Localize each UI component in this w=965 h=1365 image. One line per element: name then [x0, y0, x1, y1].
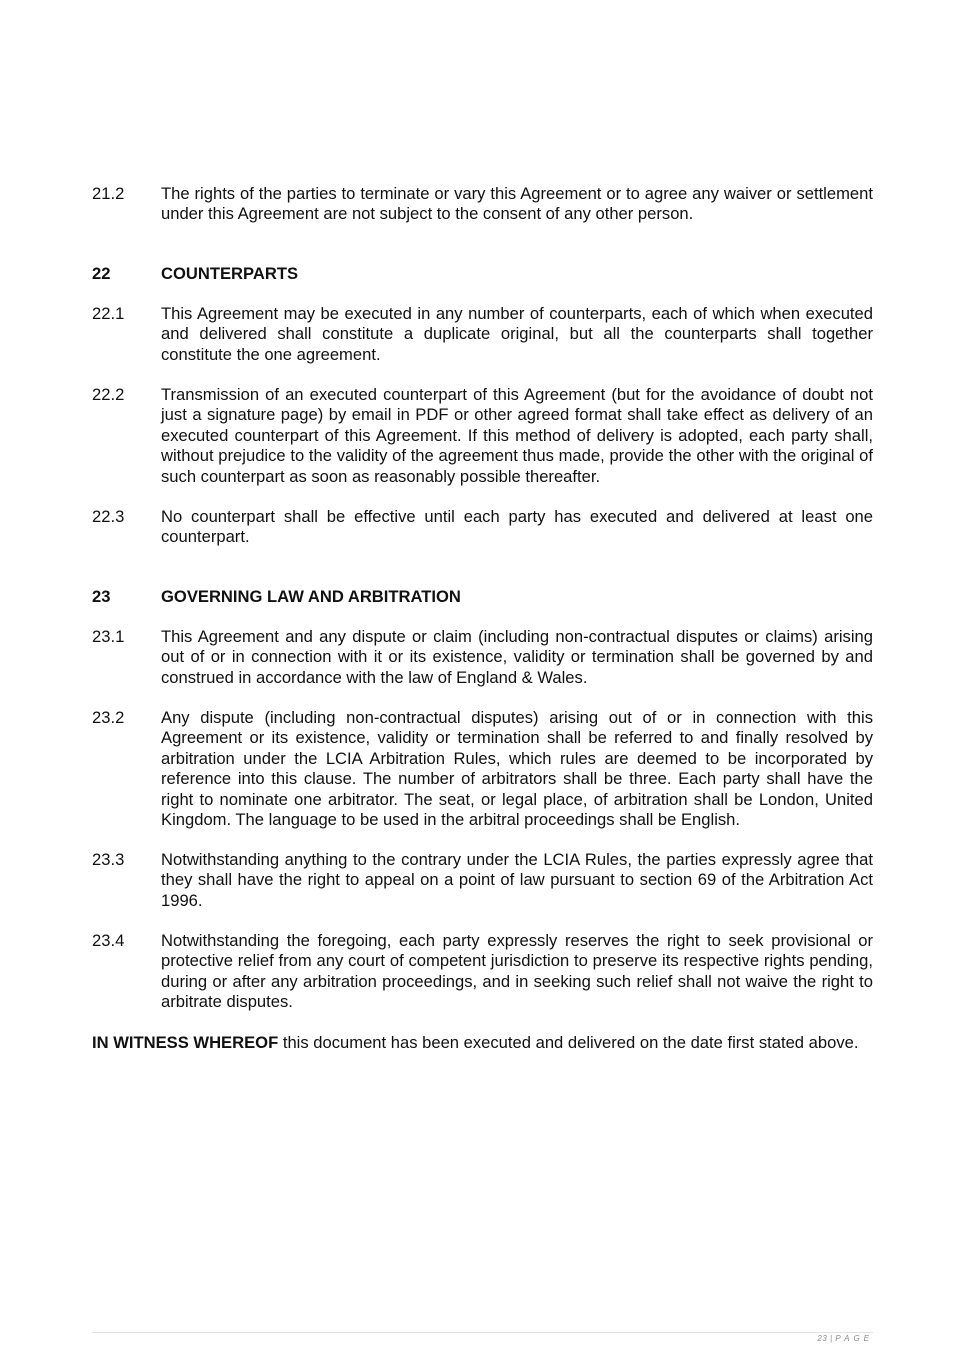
page-number: 23 — [817, 1334, 828, 1343]
clause-21-2 — [92, 184, 873, 225]
witness-statement — [92, 1033, 873, 1053]
clause-23-4 — [92, 931, 873, 1013]
clause-number: 21.2 — [92, 184, 125, 203]
section-number: 23 — [92, 587, 111, 606]
witness-text: this document has been executed and delivered on the date first stated above. — [278, 1033, 859, 1052]
clause-number: 23.4 — [92, 931, 125, 950]
clause-text: Notwithstanding the foregoing, each party expressly reserves the right to seek provisional or protective relief from any court of competent jurisdiction to preserve its respective rights pending, during or after any arbitration proceedings, and in seeking such relief shall not waive the right to arbitrate disputes. — [161, 931, 873, 1012]
section-heading-23 — [92, 587, 873, 607]
clause-text: Any dispute (including non-contractual disputes) arising out of or in connection with this Agreement or its existence, validity or termination shall be referred to and finally resolved by arbitration under the LCIA Arbitration Rules, which rules are deemed to be incorporated by reference into this clause. The number of arbitrators shall be three. Each party shall have the right to nominate one arbitrator. The seat, or legal place, of arbitration shall be London, United Kingdom. The language to be used in the arbitral proceedings shall be English. — [161, 708, 873, 830]
clause-number: 23.1 — [92, 627, 125, 646]
section-number: 22 — [92, 264, 111, 283]
clause-22-1 — [92, 304, 873, 365]
footer-separator: | — [827, 1334, 836, 1343]
clause-22-2 — [92, 385, 873, 487]
page-label: PAGE — [835, 1334, 873, 1343]
clause-text: No counterpart shall be effective until each party has executed and delivered at least one counterpart. — [161, 507, 873, 547]
footer-divider — [92, 1332, 873, 1333]
clause-number: 23.3 — [92, 850, 125, 869]
section-heading-22 — [92, 264, 873, 284]
clause-23-3 — [92, 850, 873, 911]
clause-text: This Agreement and any dispute or claim (including non-contractual disputes or claims) arising out of or in connection with it or its existence, validity or termination shall be governed by and construed in accordance with the law of England & Wales. — [161, 627, 873, 687]
page-footer — [817, 1334, 873, 1344]
section-title: GOVERNING LAW AND ARBITRATION — [161, 587, 461, 606]
witness-lead: IN WITNESS WHEREOF — [92, 1033, 279, 1052]
section-title: COUNTERPARTS — [161, 264, 299, 283]
clause-22-3 — [92, 507, 873, 548]
clause-text: This Agreement may be executed in any number of counterparts, each of which when executed and delivered shall constitute a duplicate original, but all the counterparts shall together constitute the one agreement. — [161, 304, 873, 364]
clause-number: 22.1 — [92, 304, 125, 323]
clause-text: Notwithstanding anything to the contrary under the LCIA Rules, the parties expressly agree that they shall have the right to appeal on a point of law pursuant to section 69 of the Arbitration Act 1996. — [161, 850, 873, 910]
clause-number: 23.2 — [92, 708, 125, 727]
clause-23-1 — [92, 627, 873, 688]
clause-number: 22.3 — [92, 507, 125, 526]
clause-number: 22.2 — [92, 385, 125, 404]
clause-23-2 — [92, 708, 873, 830]
clause-text: Transmission of an executed counterpart of this Agreement (but for the avoidance of doubt not just a signature page) by email in PDF or other agreed format shall take effect as delivery of an executed counterpart of this Agreement. If this method of delivery is adopted, each party shall, without prejudice to the validity of the agreement thus made, provide the other with the original of such counterpart as soon as reasonably possible thereafter. — [161, 385, 873, 486]
clause-text: The rights of the parties to terminate or vary this Agreement or to agree any waiver or settlement under this Agreement are not subject to the consent of any other person. — [161, 184, 873, 224]
